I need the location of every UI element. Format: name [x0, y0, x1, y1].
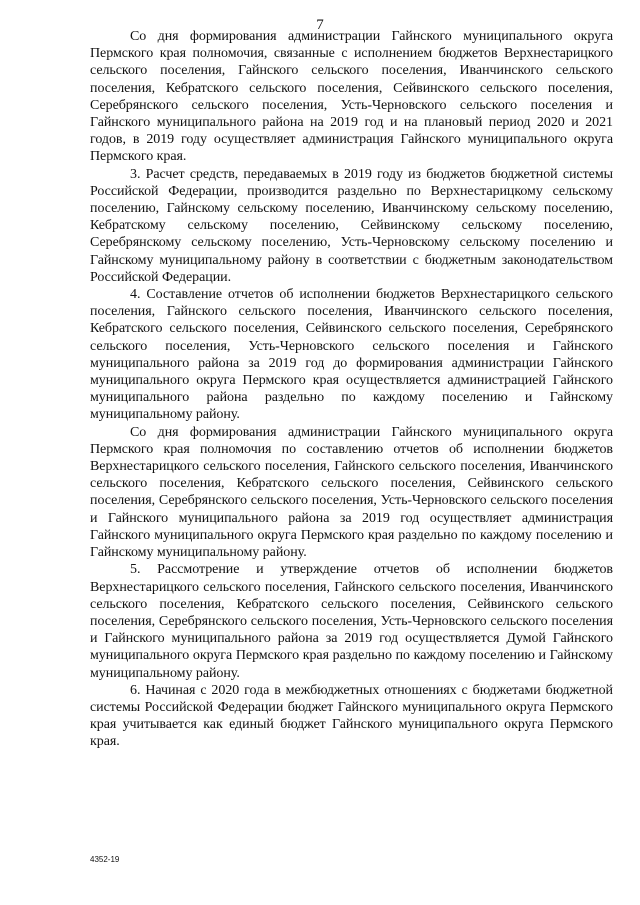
paragraph-reports-powers: Со дня формирования администрации Гайнского муниципального округа Пермского края полномочия по составлению отчетов об исполнении бюджетов Верхнестарицкого сельского поселения, Гайнского сельского поселения, Иванчинского сельского поселения, Кебратского сельского поселения, Сейвинского сельского поселения, Серебрянского сельского поселения, Усть-Черновского сельского поселения и Гайнского муниципального района за 2019 год осуществляет администрация Гайнского муниципального округа Пермского края раздельно по каждому поселению и Гайнскому муниципальному району.: [90, 424, 613, 561]
page-number: 7: [316, 17, 324, 33]
paragraph-4-reports-preparation: 4. Составление отчетов об исполнении бюджетов Верхнестарицкого сельского поселения, Гайнского сельского поселения, Иванчинского сельского поселения, Кебратского сельского поселения, Сейвинского сельского поселения, Серебрянского сельского поселения, Усть-Черновского сельского поселения и Гайнского муниципального района за 2019 год до формирования администрации Гайнского муниципального округа Пермского края осуществляется администрацией Гайнского муниципального района раздельно по каждому поселению и Гайнскому муниципальному району.: [90, 287, 613, 423]
paragraph-administration-powers: Со дня формирования администрации Гайнского муниципального округа Пермского края полномочия, связанные с исполнением бюджетов Верхнестарицкого сельского поселения, Гайнского сельского поселения, Иванчинского сельского поселения, Кебратского сельского поселения, Сейвинского сельского поселения, Серебрянского сельского поселения, Усть-Черновского сельского поселения и Гайнского муниципального района на 2019 год и на плановый период 2020 и 2021 годов, в 2019 году осуществляет администрация Гайнского муниципального округа Пермского края.: [90, 29, 613, 165]
paragraph-3-funds-calculation: 3. Расчет средств, передаваемых в 2019 году из бюджетов бюджетной системы Российской Федерации, производится раздельно по Верхнестарицкому сельскому поселению, Гайнскому сельскому поселению, Иванчинскому сельскому поселению, Кебратскому сельскому поселению, Сейвинскому сельскому поселению, Серебрянскому сельскому поселению, Усть-Черновскому сельскому поселению и Гайнскому муниципальному району в соответствии с бюджетным законодательством Российской Федерации.: [90, 166, 613, 285]
document-body: [90, 28, 613, 751]
paragraph-6-single-budget: 6. Начиная с 2020 года в межбюджетных отношениях с бюджетами бюджетной системы Российской Федерации бюджет Гайнского муниципального округа Пермского края учитывается как единый бюджет Гайнского муниципального округа Пермского края.: [90, 682, 613, 750]
paragraph-5-reports-approval: 5. Рассмотрение и утверждение отчетов об исполнении бюджетов Верхнестарицкого сельского поселения, Гайнского сельского поселения, Иванчинского сельского поселения, Кебратского сельского поселения, Сейвинского сельского поселения, Серебрянского сельского поселения, Усть-Черновского сельского поселения и Гайнского муниципального района за 2019 год осуществляется Думой Гайнского муниципального округа Пермского края раздельно по каждому поселению и Гайнскому муниципальному району.: [90, 562, 613, 681]
document-code: 4352-19: [90, 855, 120, 864]
